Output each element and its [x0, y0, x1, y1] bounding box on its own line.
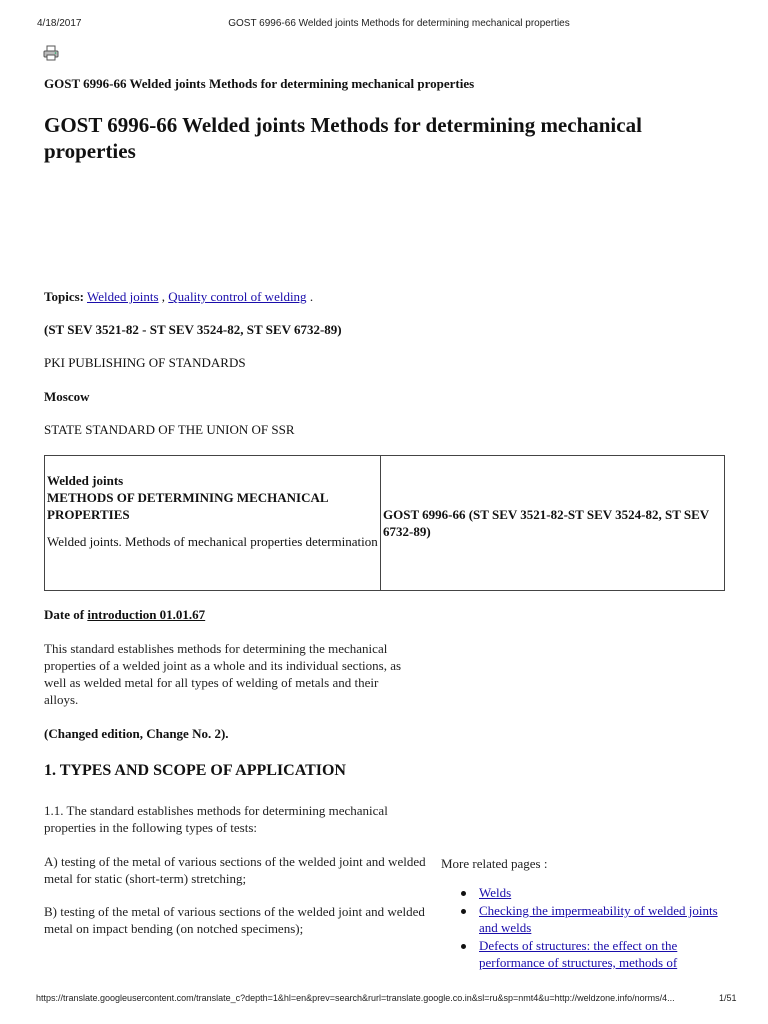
standard-table [44, 455, 725, 591]
print-date: 4/18/2017 [37, 18, 82, 29]
table-title-english: Welded joints. Methods of mechanical properties determination [47, 534, 378, 549]
paragraph-test-b: B) testing of the metal of various sections of the welded joint and welded metal on impact bending (on notched specimens); [44, 904, 425, 936]
breadcrumb: GOST 6996-66 Welded joints Methods for determining mechanical properties [44, 76, 475, 91]
section-heading: 1. TYPES AND SCOPE OF APPLICATION [44, 762, 346, 779]
bullet-icon [461, 944, 466, 949]
print-footer [0, 993, 768, 1007]
state-standard: STATE STANDARD OF THE UNION OF SSR [44, 422, 295, 437]
intro-date-link[interactable]: introduction 01.01.67 [87, 607, 206, 622]
printer-icon[interactable] [43, 45, 59, 61]
table-cell-left [45, 456, 381, 590]
related-item [441, 902, 731, 936]
related-list [441, 884, 731, 971]
paragraph-scope: This standard establishes methods for determining the mechanical properties of a welded joint as a whole and its individual sections, as well as welded metal for all types of welding of metals and their alloys. [44, 641, 402, 707]
page-number: 1/51 [719, 993, 737, 1003]
publisher: PKI PUBLISHING OF STANDARDS [44, 355, 246, 370]
related-item [441, 884, 731, 901]
topic-link-quality-control[interactable]: Quality control of welding [168, 289, 307, 304]
print-title: GOST 6996-66 Welded joints Methods for determining mechanical properties [228, 18, 570, 29]
change-note: (Changed edition, Change No. 2). [44, 726, 229, 741]
print-url: https://translate.googleusercontent.com/translate_c?depth=1&hl=en&prev=search&rurl=translate.google.co.in&sl=ru&sp=nmt4&u=http://weldzone.info/norms/4... [36, 993, 675, 1003]
related-link-impermeability[interactable]: Checking the impermeability of welded joints and welds [479, 903, 718, 935]
print-header [0, 0, 768, 28]
topics-label: Topics: [44, 289, 84, 304]
table-title-short: Welded joints [47, 473, 124, 488]
page-title: GOST 6996-66 Welded joints Methods for determining mechanical properties [44, 113, 642, 163]
related-heading: More related pages : [441, 856, 548, 871]
paragraph-test-a: A) testing of the metal of various sections of the welded joint and welded metal for static (short-term) stretching; [44, 854, 426, 886]
related-link-defects[interactable]: Defects of structures: the effect on the performance of structures, methods of [479, 938, 678, 970]
topics-separator: , [158, 289, 169, 304]
related-pages [441, 855, 731, 972]
bullet-icon [461, 909, 466, 914]
topic-link-welded-joints[interactable]: Welded joints [87, 289, 159, 304]
standards-ref: (ST SEV 3521-82 - ST SEV 3524-82, ST SEV 6732-89) [44, 322, 342, 337]
topics-end: . [306, 289, 314, 304]
table-cell-right: GOST 6996-66 (ST SEV 3521-82-ST SEV 3524-82, ST SEV 6732-89) [383, 507, 709, 539]
topics [44, 289, 313, 305]
paragraph-1-1: 1.1. The standard establishes methods for determining mechanical properties in the following types of tests: [44, 803, 388, 835]
intro-label: Date of [44, 607, 88, 622]
related-link-welds[interactable]: Welds [479, 885, 512, 900]
city: Moscow [44, 389, 90, 404]
related-item [441, 937, 731, 971]
introduction-date [44, 607, 205, 623]
table-title-full: METHODS OF DETERMINING MECHANICAL PROPERTIES [47, 490, 328, 522]
bullet-icon [461, 891, 466, 896]
